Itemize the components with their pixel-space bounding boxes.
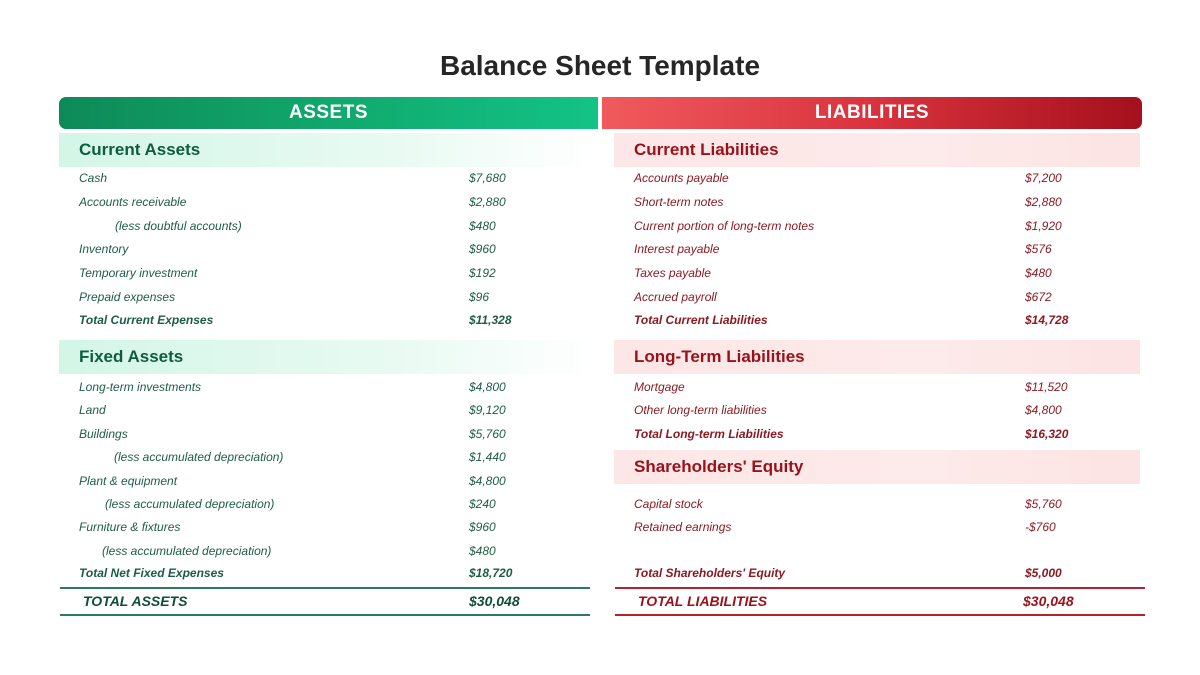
- liability-row-value: $1,920: [1025, 219, 1062, 233]
- asset-row-value: $4,800: [469, 474, 506, 488]
- equity-row-value: $5,760: [1025, 497, 1062, 511]
- total-current-liabilities-label: Total Current Liabilities: [634, 313, 768, 327]
- total-equity-label: Total Shareholders' Equity: [634, 566, 786, 580]
- liabilities-total-top-rule: [615, 587, 1145, 589]
- asset-row-label: Buildings: [79, 427, 128, 441]
- total-fixed-assets-value: $18,720: [469, 566, 513, 580]
- assets-total-top-rule: [60, 587, 590, 589]
- asset-row-value: $240: [469, 497, 496, 511]
- current-assets-title: Current Assets: [59, 133, 595, 167]
- current-liabilities-title: Current Liabilities: [614, 133, 1140, 167]
- asset-row-value: $2,880: [469, 195, 506, 209]
- asset-row-label: Plant & equipment: [79, 474, 178, 488]
- liability-row-label: Interest payable: [634, 242, 720, 256]
- total-current-assets-value: $11,328: [469, 313, 512, 327]
- liability-row-value: $7,200: [1025, 171, 1062, 185]
- liability-row-label: Taxes payable: [634, 266, 711, 280]
- asset-row-label: (less accumulated depreciation): [114, 450, 284, 464]
- asset-row-label: Land: [79, 403, 106, 417]
- asset-row-value: $960: [469, 520, 496, 534]
- liability-row-value: $576: [1025, 242, 1052, 256]
- total-longterm-liabilities-value: $16,320: [1025, 427, 1069, 441]
- liability-row-value: $2,880: [1025, 195, 1062, 209]
- asset-row-value: $5,760: [469, 427, 506, 441]
- liabilities-header: LIABILITIES: [602, 97, 1142, 129]
- asset-row-label: (less doubtful accounts): [115, 219, 242, 233]
- equity-row-value: -$760: [1025, 520, 1056, 534]
- total-longterm-liabilities-label: Total Long-term Liabilities: [634, 427, 784, 441]
- asset-row-value: $4,800: [469, 380, 506, 394]
- asset-row-value: $96: [469, 290, 490, 304]
- liability-row-value: $11,520: [1025, 380, 1068, 394]
- asset-row-value: $960: [469, 242, 496, 256]
- total-equity-value: $5,000: [1025, 566, 1062, 580]
- equity-row-label: Retained earnings: [634, 520, 732, 534]
- asset-row-label: Furniture & fixtures: [79, 520, 181, 534]
- liability-row-label: Current portion of long-term notes: [634, 219, 815, 233]
- equity-row-label: Capital stock: [634, 497, 703, 511]
- total-liabilities-value: $30,048: [1023, 593, 1074, 609]
- total-assets-value: $30,048: [469, 593, 520, 609]
- liability-row-label: Short-term notes: [634, 195, 724, 209]
- assets-header: ASSETS: [59, 97, 598, 129]
- liability-row-label: Accounts payable: [634, 171, 729, 185]
- asset-row-value: $192: [469, 266, 496, 280]
- assets-total-bottom-rule: [60, 614, 590, 616]
- asset-row-value: $7,680: [469, 171, 506, 185]
- liability-row-value: $4,800: [1025, 403, 1062, 417]
- liability-row-value: $672: [1025, 290, 1052, 304]
- asset-row-label: Accounts receivable: [79, 195, 187, 209]
- asset-row-value: $1,440: [469, 450, 506, 464]
- total-fixed-assets-label: Total Net Fixed Expenses: [79, 566, 224, 580]
- asset-row-label: (less accumulated depreciation): [102, 544, 272, 558]
- asset-row-label: Temporary investment: [79, 266, 198, 280]
- shareholders-equity-title: Shareholders' Equity: [614, 450, 1140, 484]
- longterm-liabilities-title: Long-Term Liabilities: [614, 340, 1140, 374]
- total-current-assets-label: Total Current Expenses: [79, 313, 214, 327]
- fixed-assets-title: Fixed Assets: [59, 340, 595, 374]
- asset-row-label: Long-term investments: [79, 380, 202, 394]
- asset-row-value: $480: [469, 544, 496, 558]
- asset-row-label: (less accumulated depreciation): [105, 497, 275, 511]
- liability-row-label: Other long-term liabilities: [634, 403, 767, 417]
- liability-row-label: Accrued payroll: [634, 290, 717, 304]
- asset-row-value: $9,120: [469, 403, 506, 417]
- liability-row-label: Mortgage: [634, 380, 685, 394]
- asset-row-value: $480: [469, 219, 496, 233]
- total-assets-label: TOTAL ASSETS: [83, 593, 188, 609]
- total-liabilities-label: TOTAL LIABILITIES: [638, 593, 768, 609]
- liability-row-value: $480: [1025, 266, 1052, 280]
- asset-row-label: Prepaid expenses: [79, 290, 176, 304]
- asset-row-label: Cash: [79, 171, 108, 185]
- asset-row-label: Inventory: [79, 242, 129, 256]
- total-current-liabilities-value: $14,728: [1025, 313, 1069, 327]
- page-title: Balance Sheet Template: [439, 50, 761, 81]
- liabilities-total-bottom-rule: [615, 614, 1145, 616]
